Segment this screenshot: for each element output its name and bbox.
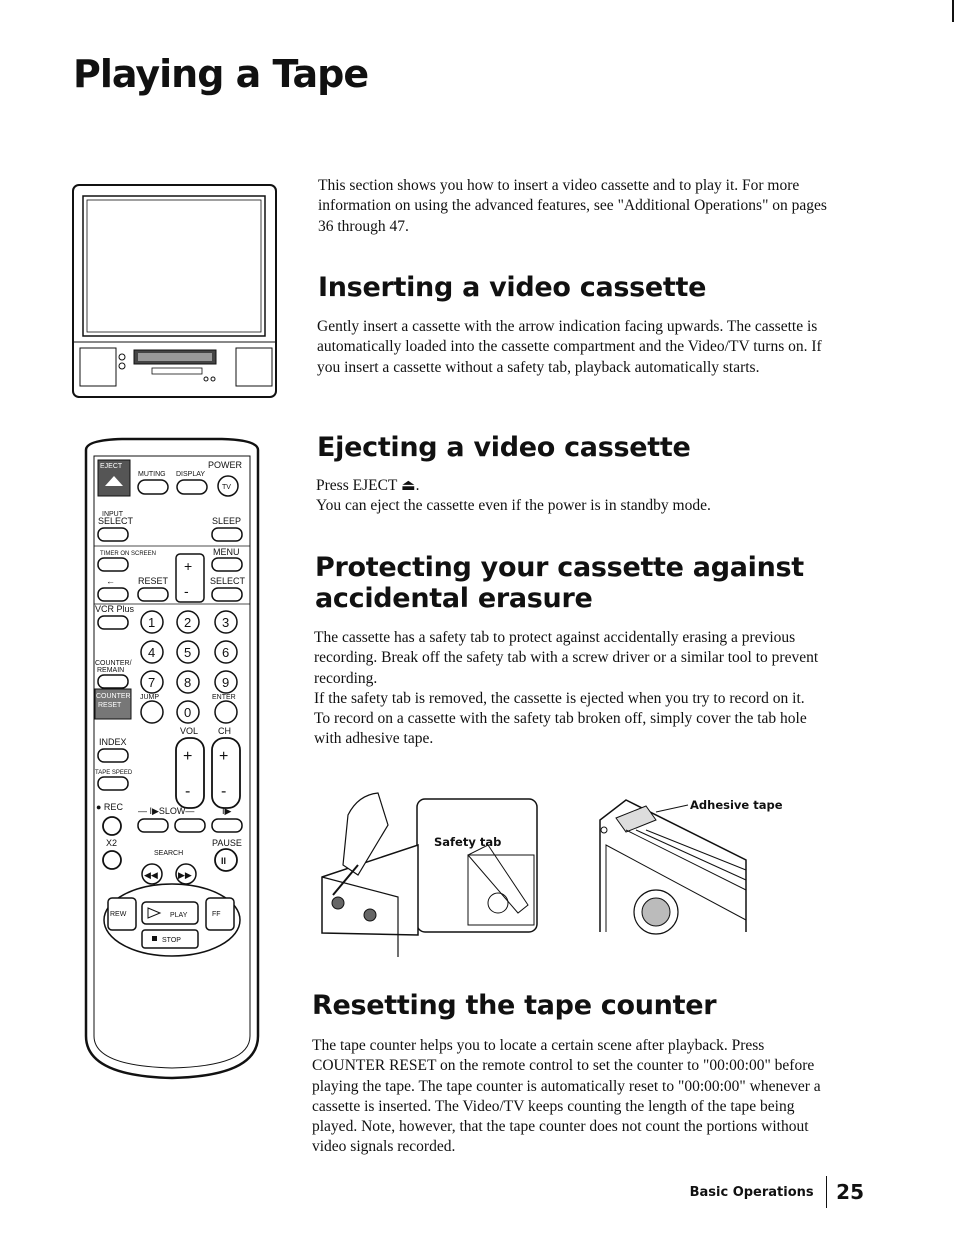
remote-select-label: SELECT: [98, 516, 134, 526]
svg-text:8: 8: [184, 675, 192, 690]
remote-select2-label: SELECT: [210, 576, 246, 586]
svg-text:9: 9: [222, 675, 230, 690]
remote-index-label: INDEX: [99, 737, 127, 747]
svg-text:-: -: [185, 783, 191, 800]
intro-paragraph: This section shows you how to insert a video cassette and to play it. For more information on using the advanced features, see "Additional Operations" on pages 36 through 47.: [318, 177, 827, 235]
remote-timer-label: TIMER ON SCREEN: [100, 551, 157, 557]
safety-tab-label: Safety tab: [434, 835, 502, 849]
remote-search-label: SEARCH: [154, 850, 184, 857]
remote-muting-label: MUTING: [138, 471, 166, 478]
remote-tv-label: TV: [222, 484, 231, 491]
tv-illustration: [70, 182, 280, 404]
ejecting-paragraph: Press EJECT ⏏. You can eject the cassette even if the power is in standby mode.: [316, 477, 711, 515]
resetting-paragraph: The tape counter helps you to locate a certain scene after playback. Press COUNTER RESET on the remote control to set the counter to "00:00:00" before playing the tape. The tape counter is automatically reset to "00:00:00" whenever a cassette is inserted. The Video/TV keeps counting the length of the tape being played. Note, however, that the tape counter does not count the portions without video signals recorded.: [312, 1037, 821, 1156]
remote-enter-label: ENTER: [212, 694, 236, 701]
remote-display-button: [177, 480, 207, 494]
svg-text:6: 6: [222, 645, 230, 660]
remote-display-label: DISPLAY: [176, 471, 206, 478]
adhesive-tape-figure: [596, 790, 796, 940]
remote-rec-label: ● REC: [96, 802, 123, 812]
svg-text:-: -: [184, 583, 189, 599]
remote-tapespeed-label: TAPE SPEED: [95, 770, 133, 776]
remote-menu-label: MENU: [213, 547, 240, 557]
remote-eject-label: EJECT: [100, 463, 123, 470]
remote-pause-label: PAUSE: [212, 838, 242, 848]
page-title: Playing a Tape: [73, 52, 369, 96]
svg-text:←: ←: [106, 576, 115, 586]
remote-ff-label: FF: [212, 911, 221, 918]
svg-text:4: 4: [148, 645, 156, 660]
footer-divider: [826, 1176, 828, 1208]
heading-ejecting: Ejecting a video cassette: [317, 432, 691, 463]
remote-counter-reset-label2: RESET: [98, 702, 122, 709]
remote-counter-label: COUNTER/: [95, 660, 132, 667]
adhesive-tape-label: Adhesive tape: [690, 798, 783, 812]
remote-rew-label: REW: [110, 911, 127, 918]
svg-text:7: 7: [148, 675, 156, 690]
safety-tab-figure: [318, 785, 543, 965]
remote-slow-label: — I▶SLOW—: [138, 806, 195, 816]
remote-stop-label: STOP: [162, 937, 181, 944]
svg-text:I▶: I▶: [222, 806, 232, 816]
remote-vol-label: VOL: [180, 726, 199, 736]
remote-sleep-label: SLEEP: [212, 516, 242, 526]
remote-vcrplus-label: VCR Plus: [95, 604, 135, 614]
inserting-paragraph: Gently insert a cassette with the arrow indication facing upwards. The cassette is automatically loaded into the cassette compartment and the Video/TV turns on. If you insert a cassette without a safety tab, playback automatically starts.: [317, 318, 822, 376]
svg-text:II: II: [221, 856, 227, 866]
page-footer: [690, 1176, 864, 1208]
remote-muting-button: [138, 480, 168, 494]
remote-reset-label: RESET: [138, 576, 169, 586]
remote-x2-label: X2: [106, 838, 118, 848]
heading-resetting: Resetting the tape counter: [312, 990, 717, 1021]
remote-power-label: POWER: [208, 460, 243, 470]
svg-text:-: -: [221, 783, 227, 800]
remote-play-label: PLAY: [170, 912, 188, 919]
svg-text:1: 1: [148, 615, 156, 630]
svg-text:2: 2: [184, 615, 192, 630]
svg-text:0: 0: [184, 705, 192, 720]
svg-text:+: +: [183, 748, 193, 765]
footer-section-title: Basic Operations: [689, 1184, 814, 1200]
svg-text:◀◀: ◀◀: [144, 870, 158, 880]
svg-text:+: +: [184, 558, 193, 574]
remote-control-illustration: [82, 436, 262, 1086]
page-number: 25: [836, 1180, 864, 1204]
remote-jump-label: JUMP: [140, 694, 160, 701]
svg-text:5: 5: [184, 645, 192, 660]
heading-protecting: Protecting your cassette against accidental erasure: [315, 552, 804, 614]
svg-text:3: 3: [222, 615, 230, 630]
protecting-paragraph: The cassette has a safety tab to protect against accidentally erasing a previous recording. Break off the safety tab with a screw driver or a similar tool to prevent recording. If the safety tab is removed, the cassette is ejected when you try to record on it. To record on a cassette with the safety tab broken off, simply cover the tab hole with adhesive tape.: [314, 629, 819, 748]
remote-ch-label: CH: [218, 726, 231, 736]
remote-counter-reset-label: COUNTER: [96, 693, 131, 700]
heading-inserting: Inserting a video cassette: [318, 272, 707, 303]
remote-input-label: INPUT: [102, 511, 123, 518]
svg-text:+: +: [219, 748, 229, 765]
svg-text:▶▶: ▶▶: [178, 870, 192, 880]
remote-remain-label: REMAIN: [97, 667, 125, 674]
